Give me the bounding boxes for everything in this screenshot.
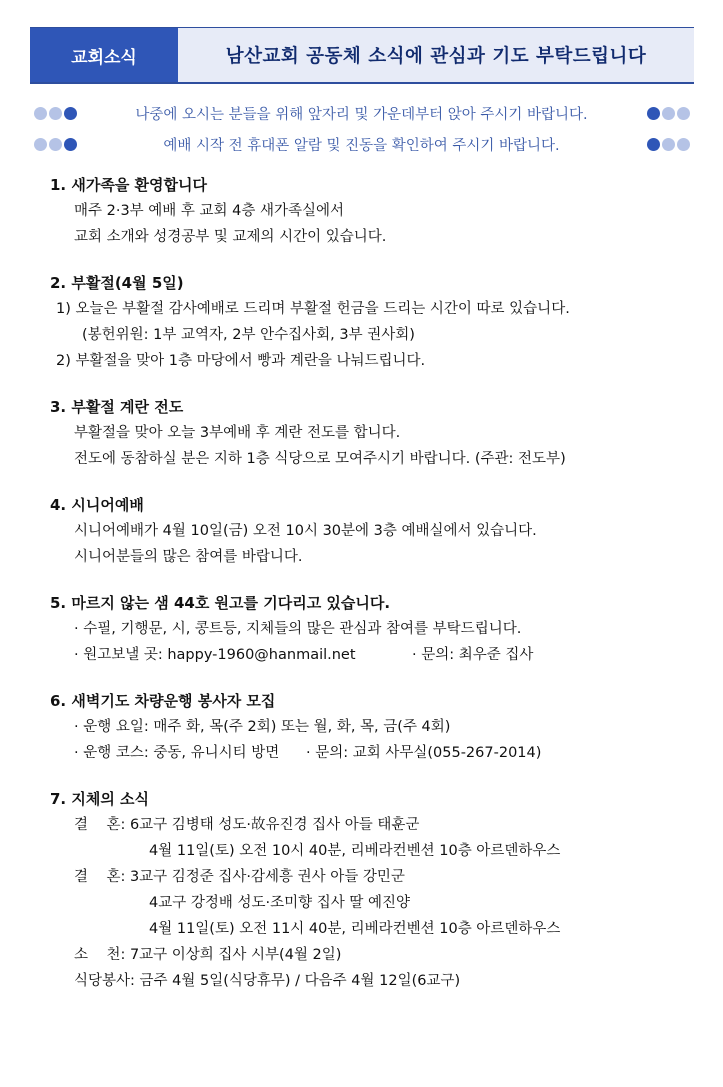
section-line: 시니어분들의 많은 참여를 바랍니다. (74, 549, 303, 565)
section-member-news (50, 786, 690, 994)
section-title: 7. 지체의 소식 (50, 790, 150, 808)
section-new-family (50, 172, 690, 250)
section-line: 4월 11일(토) 오전 10시 40분, 리베라컨벤션 10층 아르덴하우스 (149, 843, 561, 859)
section-line: 부활절을 맞아 오늘 3부예배 후 계란 전도를 합니다. (74, 425, 401, 441)
section-line: 결 혼: 3교구 김정준 집사·감세흥 권사 아들 강민군 (74, 869, 405, 885)
section-title: 4. 시니어예배 (50, 496, 144, 514)
section-line: 1) 오늘은 부활절 감사예배로 드리며 부활절 헌금을 드리는 시간이 따로 있습니다. (56, 301, 570, 317)
notice-2 (0, 133, 723, 155)
notice-1 (0, 102, 723, 124)
section-title: 5. 마르지 않는 샘 44호 원고를 기다리고 있습니다. (50, 594, 391, 612)
notice-text: 나중에 오시는 분들을 위해 앞자리 및 가운데부터 앉아 주시기 바랍니다. (135, 107, 588, 123)
section-senior-worship (50, 492, 690, 570)
section-line: 식당봉사: 금주 4월 5일(식당휴무) / 다음주 4월 12일(6교구) (74, 973, 461, 989)
dots-right-icon (647, 107, 690, 120)
section-title: 6. 새벽기도 차량운행 봉사자 모집 (50, 692, 276, 710)
section-manuscript (50, 590, 690, 668)
section-line: · 수필, 기행문, 시, 콩트등, 지체들의 많은 관심과 참여를 부탁드립니다. (74, 621, 522, 637)
section-line: 시니어예배가 4월 10일(금) 오전 10시 30분에 3층 예배실에서 있습니다. (74, 523, 537, 539)
section-line: 4교구 강정배 성도·조미향 집사 딸 예진양 (149, 895, 410, 911)
section-line: 소 천: 7교구 이상희 집사 시부(4월 2일) (74, 947, 342, 963)
section-line: · 운행 요일: 매주 화, 목(주 2회) 또는 월, 화, 목, 금(주 4회) (74, 719, 451, 735)
section-easter (50, 270, 690, 374)
section-line: 매주 2·3부 예배 후 교회 4층 새가족실에서 (74, 203, 345, 219)
section-line: 전도에 동참하실 분은 지하 1층 식당으로 모여주시기 바랍니다. (주관: 전도부) (74, 451, 566, 467)
section-line: 4월 11일(토) 오전 11시 40분, 리베라컨벤션 10층 아르덴하우스 (149, 921, 561, 937)
header-tag: 교회소식 (30, 28, 178, 82)
section-line: 교회 소개와 성경공부 및 교제의 시간이 있습니다. (74, 229, 387, 245)
header-banner (30, 27, 694, 84)
section-line: 2) 부활절을 맞아 1층 마당에서 빵과 계란을 나눠드립니다. (56, 353, 426, 369)
driver-contact: · 문의: 교회 사무실(055-267-2014) (306, 745, 542, 761)
section-line: (봉헌위원: 1부 교역자, 2부 안수집사회, 3부 권사회) (82, 327, 415, 343)
news-content (50, 172, 690, 1014)
dots-right-icon (647, 138, 690, 151)
section-line (50, 642, 690, 668)
manuscript-contact: · 문의: 최우준 집사 (412, 647, 534, 663)
section-dawn-prayer-driver (50, 688, 690, 766)
section-line (50, 740, 690, 766)
section-title: 2. 부활절(4월 5일) (50, 274, 184, 292)
section-title: 1. 새가족을 환영합니다 (50, 176, 207, 194)
section-title: 3. 부활절 계란 전도 (50, 398, 184, 416)
section-egg-evangelism (50, 394, 690, 472)
driver-route: · 운행 코스: 중동, 유니시티 방면 (74, 745, 280, 761)
section-line: 결 혼: 6교구 김병태 성도·故유진경 집사 아들 태훈군 (74, 817, 420, 833)
notice-text: 예배 시작 전 휴대폰 알람 및 진동을 확인하여 주시기 바랍니다. (163, 138, 560, 154)
header-title: 남산교회 공동체 소식에 관심과 기도 부탁드립니다 (178, 28, 694, 82)
manuscript-email: · 원고보낼 곳: happy-1960@hanmail.net (74, 647, 356, 663)
